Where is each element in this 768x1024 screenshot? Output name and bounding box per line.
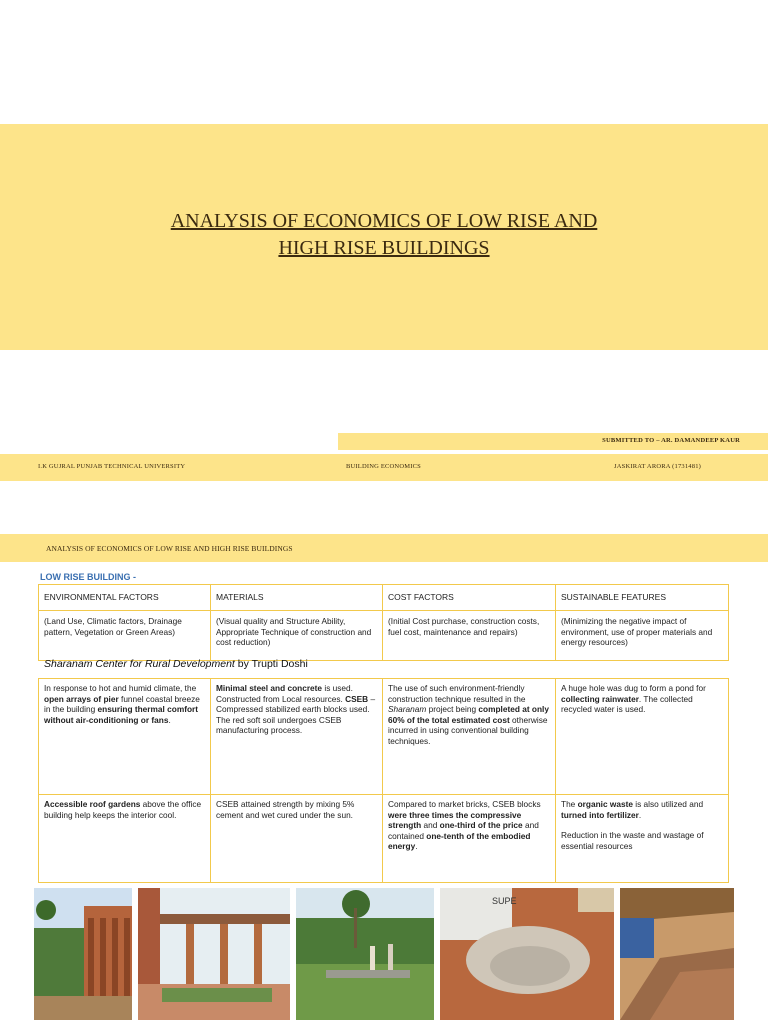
column-description: (Initial Cost purchase, construction costs, fuel cost, maintenance and repairs) (383, 611, 556, 661)
photo-brick-building (34, 888, 132, 1020)
text-run: completed at only 60% of the total estimated cost (388, 704, 549, 725)
text-run: otherwise incurred in using conventional building techniques. (388, 714, 548, 746)
photo-pier-arcade (138, 888, 290, 1020)
subject-name: BUILDING ECONOMICS (346, 463, 421, 470)
text-run: funnel coastal breeze in the building (44, 693, 200, 714)
cover-title-line1: ANALYSIS OF ECONOMICS OF LOW RISE AND (170, 210, 598, 232)
text-run: turned into fertilizer (561, 809, 639, 820)
text-block (561, 799, 723, 820)
column-description: (Land Use, Climatic factors, Drainage pattern, Vegetation or Green Areas) (39, 611, 211, 661)
case-study-table (38, 678, 729, 883)
column-header: SUSTAINABLE FEATURES (556, 585, 729, 611)
text-run: Minimal steel and concrete (216, 683, 323, 693)
text-run: Accessible roof gardens (44, 799, 141, 809)
text-run: A huge hole was dug to form a pond for (561, 683, 706, 693)
text-run: Compared to market bricks, CSEB blocks (388, 799, 541, 809)
factors-header-row (39, 585, 729, 611)
column-description: (Minimizing the negative impact of environment, use of proper materials and energy resources) (556, 611, 729, 661)
text-run: – Compressed stabilized earth blocks used. The red soft soil undergoes CSEB manufacturing process. (216, 693, 376, 735)
case-cell-materials: CSEB attained strength by mixing 5% cement and wet cured under the sun. (211, 795, 383, 883)
cover-title (0, 208, 768, 262)
text-run: . (638, 809, 642, 820)
text-run: . (415, 841, 418, 851)
case-row (39, 679, 729, 795)
text-run: The use of such environment-friendly construction technique resulted in the (388, 683, 526, 704)
column-header: COST FACTORS (383, 585, 556, 611)
photo-cseb-blocks (620, 888, 734, 1020)
text-run: . The collected recycled water is used. (561, 693, 693, 714)
text-run: is used. Constructed from Local resources. (216, 683, 353, 704)
text-run: ensuring thermal comfort without air-conditioning or fans (44, 704, 199, 725)
column-description: (Visual quality and Structure Ability, Appropriate Technique of construction and cost reduction) (211, 611, 383, 661)
text-run: . (168, 714, 171, 725)
project-architect: by Trupti Doshi (234, 658, 308, 670)
column-header: MATERIALS (211, 585, 383, 611)
text-run: one-tenth of the embodied energy (388, 830, 531, 851)
factors-table (38, 584, 729, 661)
project-name: Sharanam Center for Rural Development (44, 658, 235, 670)
text-run: open arrays of pier (44, 693, 119, 704)
svg-text:SUPE: SUPE (492, 896, 517, 906)
case-cell-sustainable (556, 795, 729, 883)
project-heading (44, 658, 308, 670)
text-run: is also utilized and (632, 799, 704, 809)
university-name: I.K GUJRAL PUNJAB TECHNICAL UNIVERSITY (38, 463, 186, 470)
text-run: were three times the compressive strength (388, 809, 522, 830)
text-run: In response to hot and humid climate, the (44, 683, 197, 693)
section-label: LOW RISE BUILDING - (40, 572, 136, 582)
case-row (39, 795, 729, 883)
text-run: organic waste (577, 799, 633, 809)
case-cell-environment (39, 795, 211, 883)
case-cell-materials (211, 679, 383, 795)
submitted-to: SUBMITTED TO – AR. DAMANDEEP KAUR (602, 437, 740, 444)
text-run: Sharanam (388, 704, 427, 714)
text-run: project being (426, 704, 479, 714)
text-run: collecting rainwater (561, 693, 639, 704)
case-cell-cost (383, 795, 556, 883)
photo-roof-garden (296, 888, 434, 1020)
text-run: one-third of the price (439, 820, 523, 830)
page2-header-title: ANALYSIS OF ECONOMICS OF LOW RISE AND HIGH RISE BUILDINGS (46, 544, 293, 553)
text-run: and contained (388, 820, 539, 841)
factors-description-row (39, 611, 729, 661)
cover-title-line2: HIGH RISE BUILDINGS (278, 237, 490, 259)
text-run: CSEB (345, 693, 369, 704)
case-cell-sustainable (556, 679, 729, 795)
case-cell-environment (39, 679, 211, 795)
text-run: and (421, 820, 440, 830)
text-block: Reduction in the waste and wastage of essential resources (561, 830, 704, 851)
photo-soil-cement-mix (440, 888, 614, 1020)
case-cell-cost (383, 679, 556, 795)
text-run: The (561, 799, 578, 809)
student-name: JASKIRAT ARORA (1731481) (614, 463, 702, 470)
column-header: ENVIRONMENTAL FACTORS (39, 585, 211, 611)
text-run: above the office building help keeps the interior cool. (44, 799, 202, 820)
